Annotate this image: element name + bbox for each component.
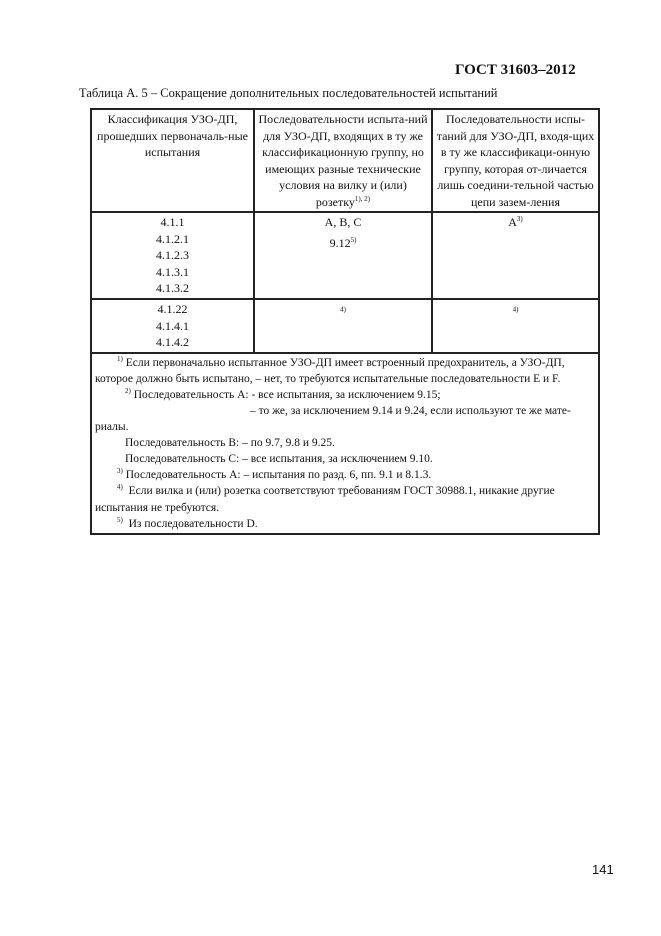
classification-code: 4.1.2.3	[156, 248, 189, 263]
note-marker: 5)	[117, 515, 123, 524]
earthing-sequence-cell	[432, 299, 599, 353]
note-text: Если вилка и (или) розетка соответствуют требованиям ГОСТ 30988.1, никакие другие испытания не требуются.	[95, 485, 555, 514]
sequence-clause-footnote: 5)	[350, 235, 357, 244]
note-2	[95, 387, 595, 403]
standard-number: ГОСТ 31603–2012	[455, 62, 576, 78]
header-plug-socket	[254, 109, 432, 212]
header-plug-socket-text: Последовательности испыта-ний для УЗО-ДП, входящих в ту же классификационную группу, но имеющих разные технические условия на вилку и (или) розетку	[258, 112, 428, 209]
note-4	[95, 483, 595, 515]
classification-code: 4.1.4.2	[156, 335, 189, 350]
earthing-sequence-cell	[432, 212, 599, 299]
note-3	[95, 467, 595, 483]
plug-socket-sequence-cell	[254, 212, 432, 299]
note-2-continued: – то же, за исключением 9.14 и 9.24, если используют те же мате-	[250, 404, 571, 417]
note-marker: 2)	[125, 387, 131, 396]
sequence-clause	[258, 235, 428, 252]
classification-code: 4.1.3.2	[156, 281, 189, 296]
classification-code: 4.1.3.1	[156, 264, 189, 279]
classification-cell	[91, 212, 254, 299]
note-2-sequence-c: Последовательность C: – все испытания, за исключением 9.10.	[125, 453, 433, 466]
sequence-table	[90, 108, 600, 535]
header-classification: Классификация УЗО-ДП, прошедших первоначаль-ные испытания	[91, 109, 254, 212]
note-marker: 3)	[117, 467, 123, 476]
classification-cell	[91, 299, 254, 353]
note-5	[95, 516, 595, 532]
classification-code: 4.1.22	[157, 302, 188, 317]
note-marker: 4)	[117, 483, 123, 492]
classification-code: 4.1.4.1	[156, 318, 189, 333]
note-1	[95, 355, 595, 387]
note-marker: 1)	[117, 354, 123, 363]
classification-code: 4.1.2.1	[156, 231, 189, 246]
notes-row	[91, 353, 599, 534]
page-number: 141	[592, 862, 614, 877]
earthing-sequence-text: A	[508, 215, 517, 230]
sequence-letters: A, B, C	[324, 215, 362, 230]
table-notes	[91, 353, 599, 534]
note-text: Последовательность A: - все испытания, за исключением 9.15;	[133, 388, 441, 401]
header-plug-socket-footnote: 1), 2)	[354, 194, 371, 203]
footnote-ref: 4)	[512, 305, 519, 314]
table-header-row	[91, 109, 599, 212]
header-earthing: Последовательности испы-таний для УЗО-ДП, входя-щих в ту же классификаци-онную группу, которая от-личается лишь соедини-тельной частью цепи зазем-ления	[432, 109, 599, 212]
table-row	[91, 299, 599, 353]
note-text: Из последовательности D.	[128, 517, 258, 530]
table-caption: Таблица А. 5 – Сокращение дополнительных последовательностей испытаний	[79, 86, 498, 100]
footnote-ref: 4)	[340, 305, 346, 314]
note-2-sequence-b: Последовательность B: – по 9.7, 9.8 и 9.25.	[125, 437, 335, 450]
classification-code: 4.1.1	[160, 215, 185, 230]
note-text: Последовательность A: – испытания по разд. 6, пп. 9.1 и 8.1.3.	[125, 469, 432, 482]
note-2-continued: риалы.	[95, 421, 129, 434]
plug-socket-sequence-cell	[254, 299, 432, 353]
sequence-clause-text: 9.12	[329, 235, 351, 250]
note-text: Если первоначально испытанное УЗО-ДП имеет встроенный предохранитель, а УЗО-ДП, которое должно быть испытано, – нет, то требуются испытательные последовательности E и F.	[95, 356, 565, 385]
table-row	[91, 212, 599, 299]
earthing-sequence-footnote: 3)	[516, 215, 523, 224]
